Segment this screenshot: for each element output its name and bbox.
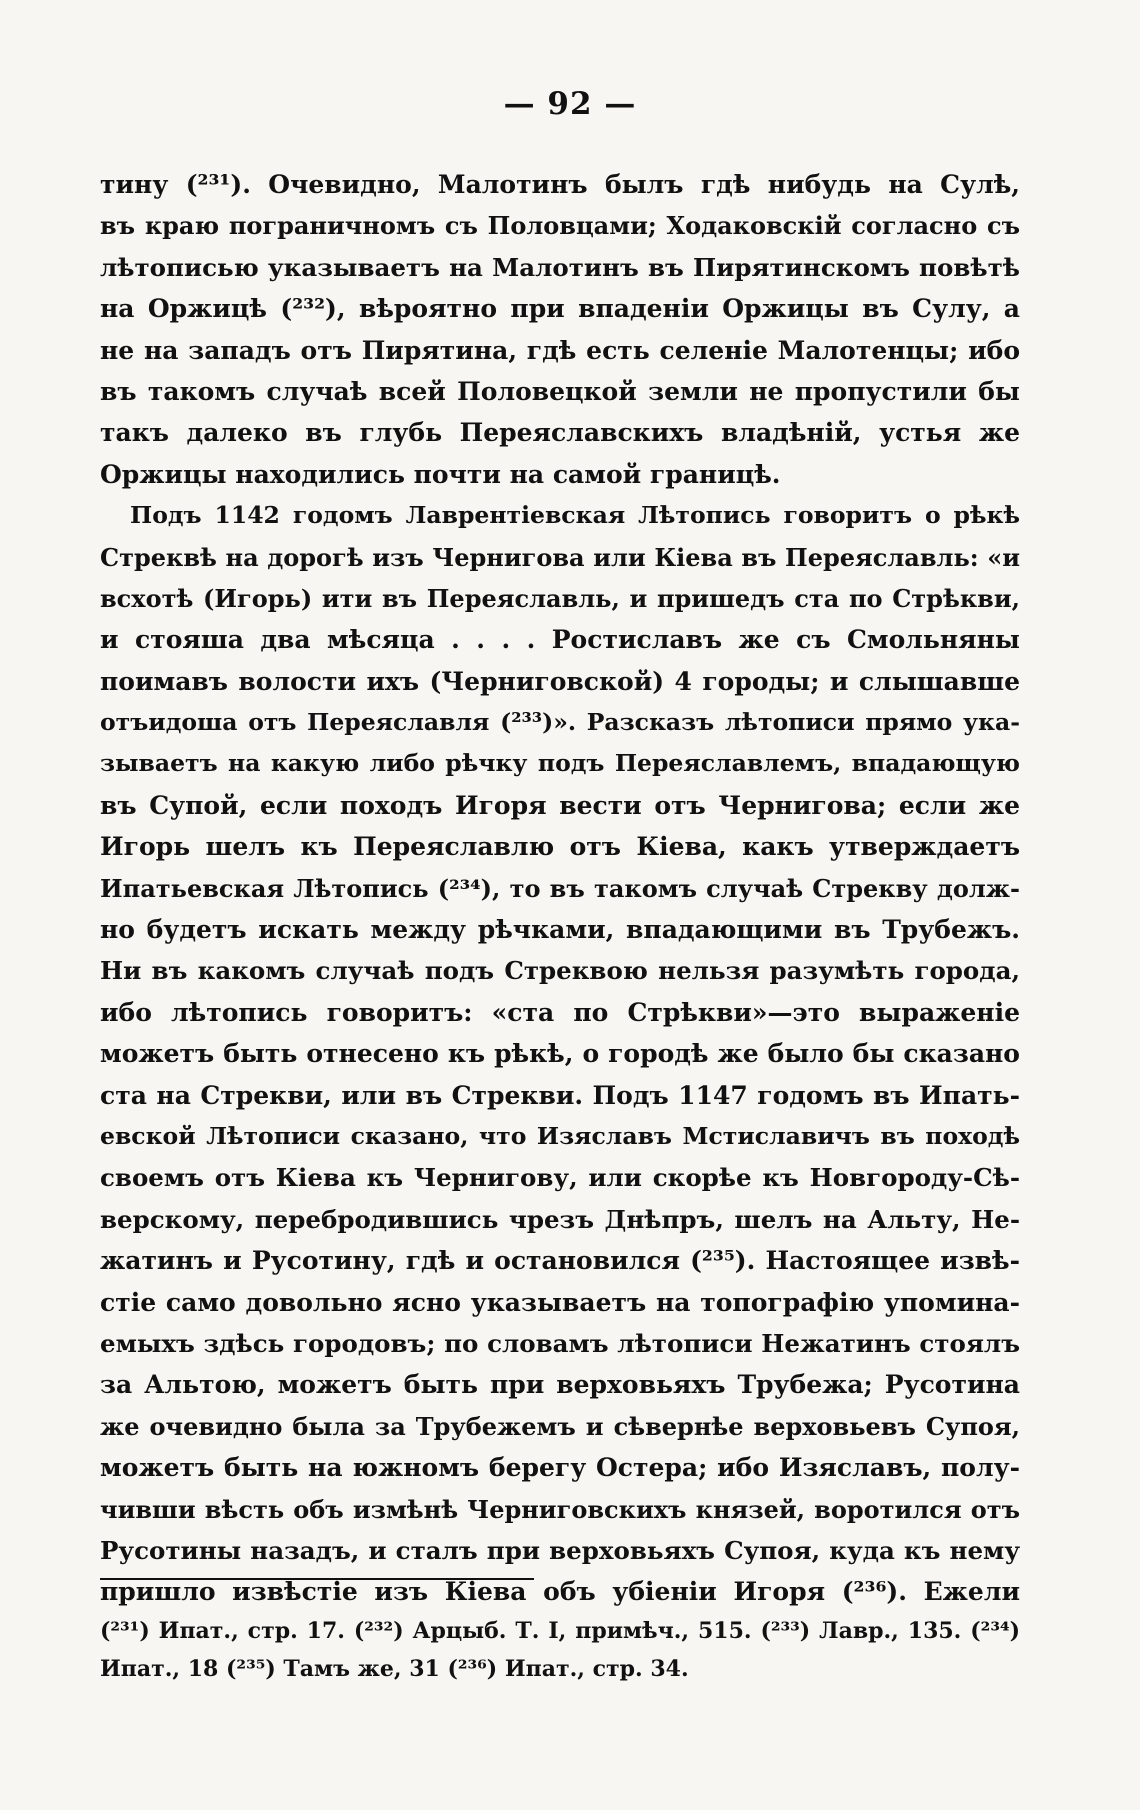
text-line: отъидоша отъ Переяславля (²³³)». Разсказъ лѣтописи прямо ука- xyxy=(100,708,1020,737)
text-line: ибо лѣтопись говоритъ: «ста по Стрѣкви»—это выраженіе xyxy=(100,997,1020,1027)
footnote-divider xyxy=(100,1578,534,1580)
text-line: поимавъ волости ихъ (Черниговской) 4 городы; и слышавше xyxy=(100,666,1020,696)
text-line: своемъ отъ Кіева къ Чернигову, или скорѣе къ Новгороду-Сѣ- xyxy=(100,1163,1020,1193)
text-line: стіе само довольно ясно указываетъ на топографію упомина- xyxy=(100,1287,1020,1317)
text-line: всхотѣ (Игорь) ити въ Переяславль, и пришедъ ста по Стрѣкви, xyxy=(100,583,1020,613)
page-number: — 92 — xyxy=(503,86,637,122)
text-line: и стояша два мѣсяца . . . . Ростиславъ же съ Смольняны xyxy=(100,625,1020,655)
footnote-line: (²³¹) Ипат., стр. 17. (²³²) Арцыб. Т. I, примѣч., 515. (²³³) Лавр., 135. (²³⁴) xyxy=(100,1618,1020,1644)
text-line: на Оржицѣ (²³²), вѣроятно при впаденіи Оржицы въ Сулу, а xyxy=(100,294,1020,324)
text-line: же очевидно была за Трубежемъ и сѣвернѣе верховьевъ Супоя, xyxy=(100,1411,1020,1441)
text-line: жатинъ и Русотину, гдѣ и остановился (²³⁵). Настоящее извѣ- xyxy=(100,1246,1020,1276)
text-line: пришло извѣстіе изъ Кіева объ убіеніи Игоря (²³⁶). Ежели xyxy=(100,1577,1020,1607)
text-line: Русотины назадъ, и сталъ при верховьяхъ Супоя, куда къ нему xyxy=(100,1535,1020,1565)
text-line: можетъ быть отнесено къ рѣкѣ, о городѣ же было бы сказано xyxy=(100,1039,1020,1069)
footnotes xyxy=(100,1612,1020,1688)
text-line: не на западъ отъ Пирятина, гдѣ есть селеніе Малотенцы; ибо xyxy=(100,335,1020,365)
text-line: ста на Стрекви, или въ Стрекви. Подъ 1147 годомъ въ Ипать- xyxy=(100,1080,1020,1110)
text-line: Подъ 1142 годомъ Лаврентіевская Лѣтопись говоритъ о рѣкѣ xyxy=(130,501,1020,530)
body-text xyxy=(100,164,1020,1613)
text-line: Оржицы находились почти на самой границѣ. xyxy=(100,459,781,489)
text-line: за Альтою, можетъ быть при верховьяхъ Трубежа; Русотина xyxy=(100,1370,1020,1400)
text-line: чивши вѣсть объ измѣнѣ Черниговскихъ князей, воротился отъ xyxy=(100,1494,1020,1524)
text-line: тину (²³¹). Очевидно, Малотинъ былъ гдѣ нибудь на Сулѣ, xyxy=(100,170,1020,199)
text-line: Ни въ какомъ случаѣ подъ Стреквою нельзя разумѣть города, xyxy=(100,956,1020,986)
text-line: въ краю пограничномъ съ Половцами; Ходаковскій согласно съ xyxy=(100,211,1020,241)
text-line: зываетъ на какую либо рѣчку подъ Переяславлемъ, впадающую xyxy=(100,749,1020,778)
text-line: евской Лѣтописи сказано, что Изяславъ Мстиславичъ въ походѣ xyxy=(100,1121,1020,1150)
text-line: въ Супой, если походъ Игоря вести отъ Чернигова; если же xyxy=(100,790,1020,820)
text-line: Стреквѣ на дорогѣ изъ Чернигова или Кіева въ Переяславль: «и xyxy=(100,542,1020,572)
text-line: Ипатьевская Лѣтопись (²³⁴), то въ такомъ случаѣ Стрекву долж- xyxy=(100,873,1020,903)
text-line: лѣтописью указываетъ на Малотинъ въ Пирятинскомъ повѣтѣ xyxy=(100,252,1020,282)
text-line: въ такомъ случаѣ всей Половецкой земли не пропустили бы xyxy=(100,376,1020,406)
text-line: емыхъ здѣсь городовъ; по словамъ лѣтописи Нежатинъ стоялъ xyxy=(100,1328,1020,1358)
text-line: но будетъ искать между рѣчками, впадающими въ Трубежъ. xyxy=(100,915,1020,945)
text-line: такъ далеко въ глубь Переяславскихъ владѣній, устья же xyxy=(100,418,1020,448)
text-line: Игорь шелъ къ Переяславлю отъ Кіева, какъ утверждаетъ xyxy=(100,832,1020,862)
text-line: верскому, перебродившись чрезъ Днѣпръ, шелъ на Альту, Не- xyxy=(100,1204,1020,1234)
text-line: можетъ быть на южномъ берегу Остера; ибо Изяславъ, полу- xyxy=(100,1453,1020,1483)
footnote-line: Ипат., 18 (²³⁵) Тамъ же, 31 (²³⁶) Ипат., стр. 34. xyxy=(100,1656,689,1682)
